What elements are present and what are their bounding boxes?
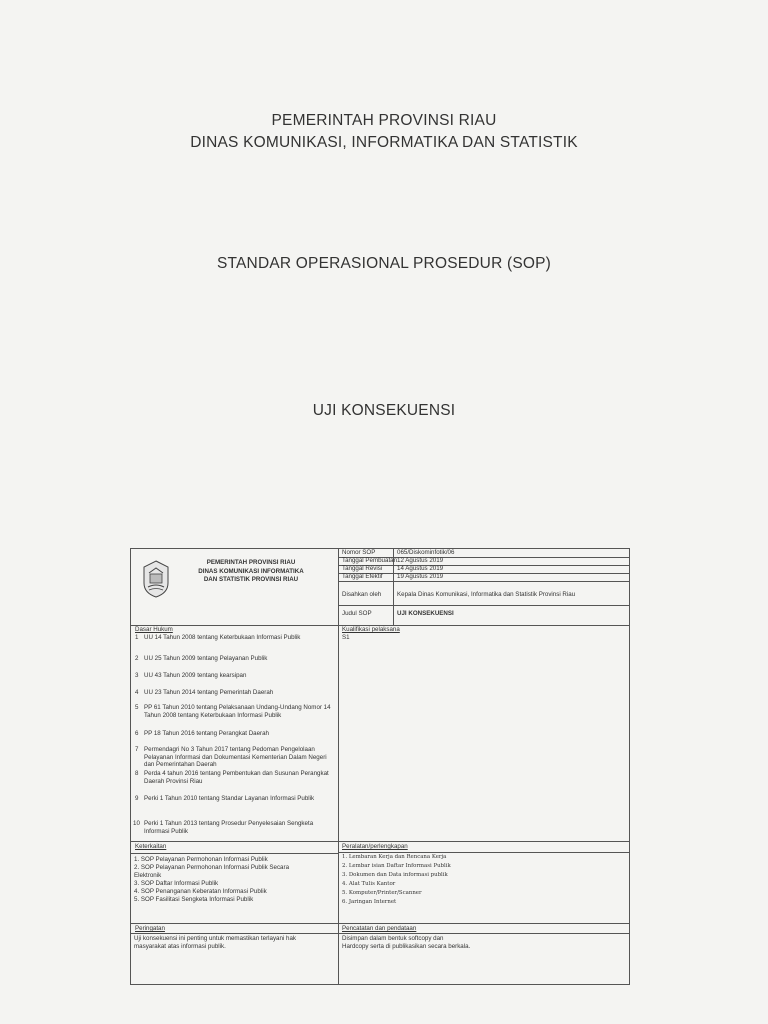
keterkaitan-item: 3. SOP Daftar Informasi Publik bbox=[134, 880, 219, 887]
meta-value: Kepala Dinas Komunikasi, Informatika dan Statistik Provinsi Riau bbox=[397, 591, 576, 598]
keterkaitan-item: 5. SOP Fasilitasi Sengketa Informasi Publik bbox=[134, 896, 254, 903]
section-label-peringatan: Peringatan bbox=[135, 925, 165, 932]
law-item bbox=[135, 746, 335, 769]
section-label-peralatan: Peralatan/perlengkapan bbox=[342, 843, 408, 850]
law-text: PP 18 Tahun 2016 tentang Perangkat Daerah bbox=[144, 730, 269, 737]
section-label-pencatatan: Pencatatan dan pendataan bbox=[342, 925, 417, 932]
sop-table bbox=[130, 548, 630, 985]
row-divider bbox=[131, 923, 630, 924]
meta-value: 12 Agustus 2019 bbox=[397, 557, 444, 564]
section-label-kualifikasi: Kualifikasi pelaksana bbox=[342, 626, 400, 633]
meta-value: UJI KONSEKUENSI bbox=[397, 610, 454, 617]
law-number: 8 bbox=[135, 770, 139, 777]
law-text: Perki 1 Tahun 2013 tentang Prosedur Penyelesaian Sengketa Informasi Publik bbox=[144, 820, 314, 835]
law-text: UU 25 Tahun 2009 tentang Pelayanan Publik bbox=[144, 655, 268, 662]
law-item bbox=[135, 672, 335, 680]
keterkaitan-item: 2. SOP Pelayanan Permohonan Informasi Publik Secara bbox=[134, 864, 290, 871]
row-divider bbox=[338, 852, 630, 853]
org-line: PEMERINTAH PROVINSI RIAU bbox=[206, 559, 296, 566]
meta-label: Nomor SOP bbox=[342, 549, 376, 556]
law-item bbox=[135, 795, 335, 803]
law-text: UU 14 Tahun 2008 tentang Keterbukaan Informasi Publik bbox=[144, 634, 301, 641]
meta-value: 19 Agustus 2019 bbox=[397, 573, 444, 580]
meta-label: Judul SOP bbox=[342, 610, 372, 617]
section-label-dasar-hukum: Dasar Hukum bbox=[135, 626, 173, 633]
meta-value: 065/Diskominfotik/06 bbox=[397, 549, 455, 556]
law-number: 4 bbox=[135, 689, 139, 696]
law-text: Perda 4 tahun 2016 tentang Pembentukan dan Susunan Perangkat Daerah Provinsi Riau bbox=[144, 770, 329, 785]
meta-label: Disahkan oleh bbox=[342, 591, 382, 598]
peralatan-item: 2. Lembar isian Daftar Informasi Publik bbox=[342, 863, 451, 869]
law-item bbox=[135, 634, 335, 642]
law-number: 9 bbox=[135, 795, 139, 802]
row-divider bbox=[131, 933, 630, 934]
organization-name bbox=[171, 559, 331, 585]
row-divider bbox=[338, 605, 630, 606]
law-text: UU 23 Tahun 2014 tentang Pemerintah Daerah bbox=[144, 689, 274, 696]
meta-label: Tanggal Revisi bbox=[342, 565, 383, 572]
keterkaitan-item: Elektronik bbox=[134, 872, 162, 879]
org-line: DAN STATISTIK PROVINSI RIAU bbox=[203, 576, 299, 583]
sop-heading: STANDAR OPERASIONAL PROSEDUR (SOP) bbox=[216, 255, 552, 272]
law-text: Permendagri No 3 Tahun 2017 tentang Pedoman Pengelolaan Pelayanan Informasi dan Dokumentasi Kementerian Dalam Negeri dan Pemerintahan Daerah bbox=[144, 746, 327, 769]
law-item bbox=[135, 704, 335, 719]
meta-label: Tanggal Pembuatan bbox=[342, 557, 398, 564]
peralatan-item: 4. Alat Tulis Kantor bbox=[342, 881, 396, 887]
peralatan-item: 3. Dokumen dan Data informasi publik bbox=[342, 872, 448, 878]
pencatatan-text: Disimpan dalam bentuk softcopy dan bbox=[342, 935, 444, 942]
law-number: 2 bbox=[135, 655, 139, 662]
meta-label: Tanggal Efektif bbox=[342, 573, 383, 580]
law-number: 7 bbox=[135, 746, 139, 753]
row-divider bbox=[131, 853, 338, 854]
keterkaitan-item: 1. SOP Pelayanan Permohonan Informasi Publik bbox=[134, 856, 268, 863]
law-text: UU 43 Tahun 2009 tentang kearsipan bbox=[144, 672, 247, 679]
law-text: Perki 1 Tahun 2010 tentang Standar Layanan Informasi Publik bbox=[144, 795, 315, 802]
peralatan-item: 1. Lembaran Kerja dan Rencana Kerja bbox=[342, 854, 447, 860]
document-title: UJI KONSEKUENSI bbox=[312, 402, 456, 419]
peralatan-item: 6. Jaringan Internet bbox=[342, 899, 397, 905]
riau-emblem-icon bbox=[141, 559, 171, 599]
column-divider bbox=[338, 549, 339, 985]
pencatatan-text: Hardcopy serta di publikasikan secara berkala. bbox=[342, 943, 471, 950]
peringatan-text: Uji konsekuensi ini penting untuk memastikan terlayani hak bbox=[134, 935, 296, 942]
row-divider bbox=[338, 581, 630, 582]
agency-title: DINAS KOMUNIKASI, INFORMATIKA DAN STATISTIK bbox=[190, 134, 578, 151]
law-item bbox=[135, 689, 335, 697]
law-text: PP 61 Tahun 2010 tentang Pelaksanaan Undang-Undang Nomor 14 Tahun 2008 tentang Keterbukaan Informasi Publik bbox=[144, 704, 331, 719]
peringatan-text: masyarakat atas informasi publik. bbox=[134, 943, 226, 950]
peralatan-item: 5. Komputer/Printer/Scanner bbox=[342, 890, 422, 896]
keterkaitan-item: 4. SOP Penanganan Keberatan Informasi Publik bbox=[134, 888, 267, 895]
law-number: 1 bbox=[135, 634, 139, 641]
row-divider bbox=[131, 841, 630, 842]
law-item bbox=[135, 655, 335, 663]
law-number: 6 bbox=[135, 730, 139, 737]
law-number: 3 bbox=[135, 672, 139, 679]
law-item bbox=[135, 820, 335, 835]
law-item bbox=[135, 770, 335, 785]
org-line: DINAS KOMUNIKASI INFORMATIKA bbox=[198, 567, 304, 575]
meta-value: 14 Agustus 2019 bbox=[397, 565, 444, 572]
section-label-keterkaitan: Keterkaitan bbox=[135, 843, 167, 850]
law-item bbox=[135, 730, 335, 738]
government-title: PEMERINTAH PROVINSI RIAU bbox=[271, 112, 497, 129]
law-number: 5 bbox=[135, 704, 139, 711]
kualifikasi-value: S1 bbox=[342, 634, 350, 641]
law-number: 10 bbox=[133, 820, 140, 827]
